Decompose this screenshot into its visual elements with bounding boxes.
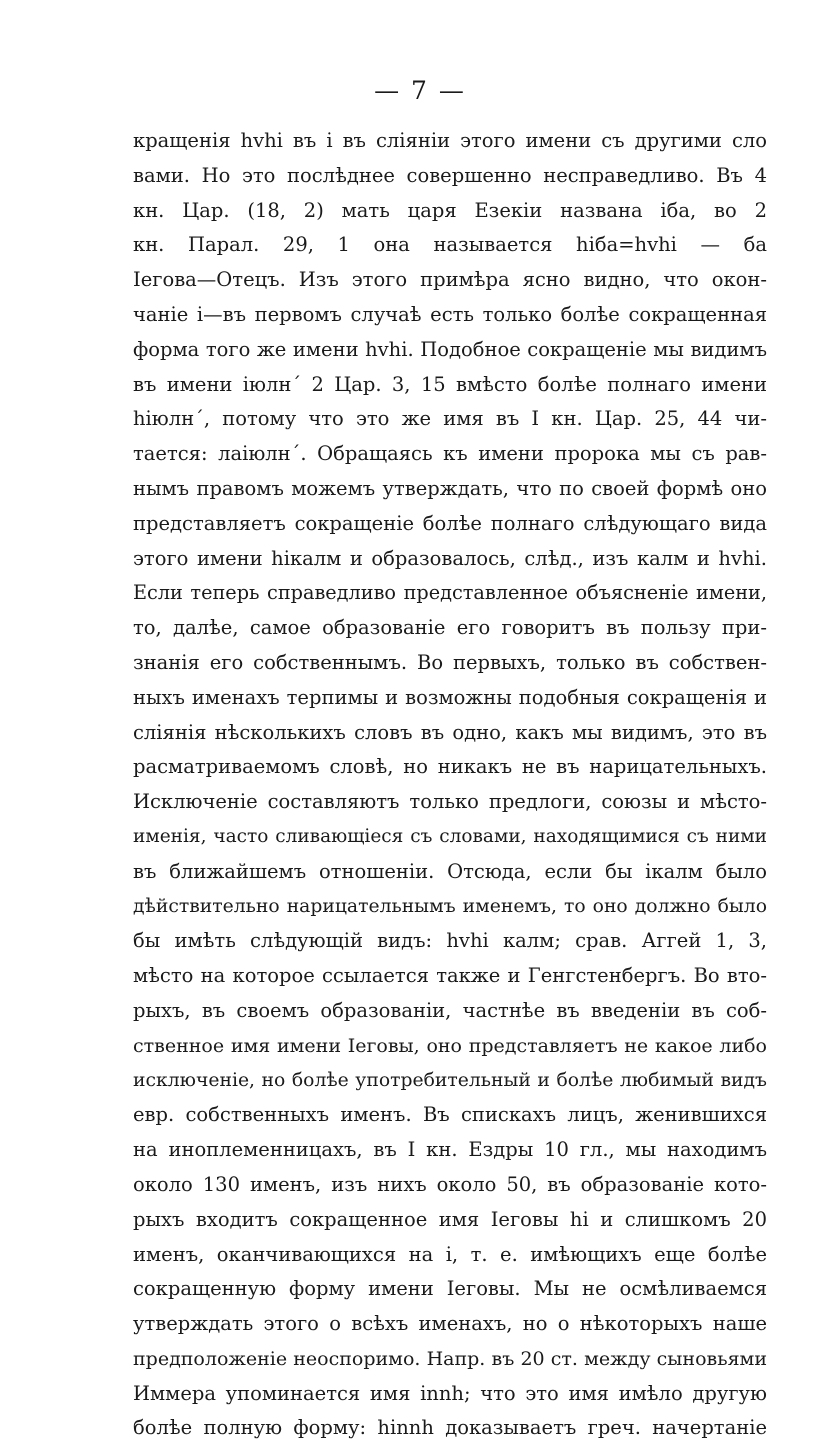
text-line: сліянія нѣсколькихъ словъ въ одно, какъ мы видимъ, это въ (133, 720, 767, 744)
text-line: бы имѣть слѣдующій видъ: hvhi калм; срав. Аггей 1, 3, (133, 929, 767, 953)
text-line: ныхъ именахъ терпимы и возможны подобныя сокращенія и (133, 685, 767, 709)
text-line: исключеніе, но болѣе употребительный и болѣе любимый видъ (133, 1069, 767, 1091)
text-line: кн. Цар. (18, 2) мать царя Езекіи названа іба, во 2 (133, 198, 767, 222)
text-line: рыхъ, въ своемъ образованіи, частнѣе въ введеніи въ соб- (133, 998, 767, 1022)
text-line: на иноплеменницахъ, въ I кн. Ездры 10 гл., мы находимъ (133, 1138, 767, 1162)
text-line: этого имени hiкалм и образовалось, слѣд., изъ калм и hvhi. (133, 546, 767, 570)
text-line: расматриваемомъ словѣ, но никакъ не въ нарицательныхъ. (133, 755, 767, 779)
text-line: чаніе і—въ первомъ случаѣ есть только болѣе сокращенная (133, 302, 767, 326)
text-line: евр. собственныхъ именъ. Въ спискахъ лицъ, женившихся (133, 1103, 767, 1127)
text-line: кн. Парал. 29, 1 она называется hiба=hvhi — ба (133, 233, 767, 257)
text-line: форма того же имени hvhi. Подобное сокращеніе мы видимъ (133, 337, 767, 361)
text-line: Исключеніе составляютъ только предлоги, союзы и мѣсто- (133, 790, 767, 814)
text-line: кращенія hvhi въ і въ сліяніи этого имени съ другими сло (133, 129, 767, 152)
text-line: Іегова—Отецъ. Изъ этого примѣра ясно видно, что окон- (133, 268, 767, 292)
text-line: нымъ правомъ можемъ утверждать, что по своей формѣ оно (133, 476, 767, 500)
text-line: тается: лаiюлн΄. Обращаясь къ имени пророка мы съ рав- (133, 442, 767, 466)
text-line: утверждать этого о всѣхъ именахъ, но о нѣкоторыхъ наше (133, 1312, 767, 1336)
text-line: именъ, оканчивающихся на і, т. е. имѣющихъ еще болѣе (133, 1242, 767, 1266)
text-line: именія, часто сливающіеся съ словами, находящимися съ ними (133, 825, 767, 847)
text-line: болѣе полную форму: hinnh доказываетъ греч. начертаніе (133, 1416, 767, 1440)
text-line: въ ближайшемъ отношеніи. Отсюда, если бы iкалм было (133, 859, 767, 883)
text-line: то, далѣе, самое образованіе его говоритъ въ пользу при- (133, 616, 767, 640)
text-line: предположеніе неоспоримо. Напр. въ 20 ст. между сыновьями (133, 1347, 767, 1370)
text-line: около 130 именъ, изъ нихъ около 50, въ образованіе кото- (133, 1172, 767, 1196)
text-line: мѣсто на которое ссылается также и Генгстенбергъ. Во вто- (133, 964, 767, 988)
text-line: вами. Но это послѣднее совершенно несправедливо. Въ 4 (133, 163, 767, 187)
text-line: представляетъ сокращеніе болѣе полнаго слѣдующаго вида (133, 511, 767, 535)
text-line: рыхъ входитъ сокращенное имя Іеговы hi и слишкомъ 20 (133, 1207, 767, 1231)
text-line: знанія его собственнымъ. Во первыхъ, только въ собствен- (133, 650, 767, 674)
body-text (133, 124, 767, 1446)
text-line: Если теперь справедливо представленное объясненіе имени, (133, 581, 767, 605)
text-line: hiюлн΄, потому что это же имя въ I кн. Цар. 25, 44 чи- (133, 407, 767, 431)
text-line: въ имени іюлн΄ 2 Цар. 3, 15 вмѣсто болѣе полнаго имени (133, 372, 767, 396)
text-line: сокращенную форму имени Іеговы. Мы не осмѣливаемся (133, 1277, 767, 1301)
text-line: ственное имя имени Іеговы, оно представляетъ не какое либо (133, 1034, 767, 1057)
text-line: Иммера упоминается имя іnnh; что это имя имѣло другую (133, 1381, 767, 1405)
page-number: — 7 — (374, 76, 466, 105)
text-line: дѣйствительно нарицательнымъ именемъ, то оно должно было (133, 895, 767, 917)
